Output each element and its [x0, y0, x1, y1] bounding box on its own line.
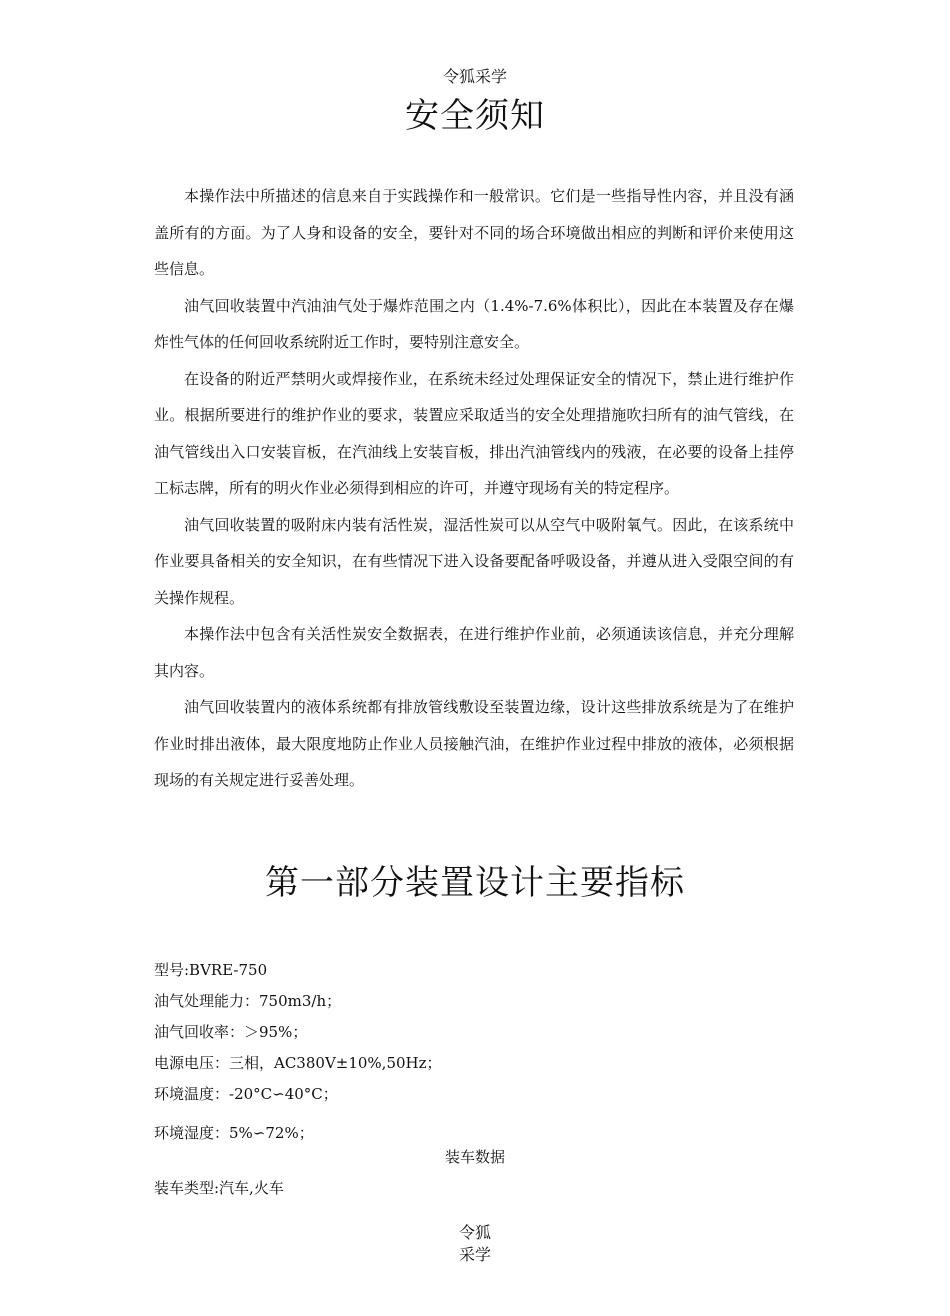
loading-data-heading: 装车数据: [444, 1148, 505, 1166]
footer-line: 采学: [458, 1245, 491, 1264]
paragraph: 油气回收装置中汽油油气处于爆炸范围之内（1.4%-7.6%体积比），因此在本装置及存在爆炸性气体的任何回收系统附近工作时，要特别注意安全。: [154, 296, 794, 351]
paragraph: 在设备的附近严禁明火或焊接作业，在系统未经过处理保证安全的情况下，禁止进行维护作业。根据所要进行的维护作业的要求，装置应采取适当的安全处理措施吹扫所有的油气管线，在油气管线出入口安装盲板，在汽油线上安装盲板，排出汽油管线内的残液，在必要的设备上挂停工标志牌，所有的明火作业必须得到相应的许可，并遵守现场有关的特定程序。: [154, 369, 794, 497]
spec-recovery-rate: 油气回收率：＞95%；: [154, 1023, 308, 1041]
section-title: 第一部分装置设计主要指标: [265, 863, 685, 903]
page-footer: [0, 1222, 950, 1266]
loading-type: 装车类型:汽车,火车: [154, 1179, 284, 1197]
page-title: 安全须知: [405, 96, 545, 136]
footer-line: 令狐: [458, 1223, 491, 1242]
paragraph: 本操作法中包含有关活性炭安全数据表，在进行维护作业前，必须通读该信息，并充分理解其内容。: [154, 625, 794, 680]
paragraph: 油气回收装置的吸附床内装有活性炭，湿活性炭可以从空气中吸附氧气。因此，在该系统中作业要具备相关的安全知识，在有些情况下进入设备要配备呼吸设备，并遵从进入受限空间的有关操作规程。: [154, 515, 794, 607]
spec-power-supply: 电源电压：三相，AC380V±10%,50Hz；: [154, 1054, 442, 1072]
spec-ambient-temperature: 环境温度：-20°C∽40°C；: [154, 1085, 338, 1103]
spec-list: [154, 955, 794, 1149]
page-header: 令狐采学: [442, 67, 507, 86]
spec-model: 型号:BVRE-750: [154, 961, 268, 979]
spec-ambient-humidity: 环境湿度：5%∽72%；: [154, 1124, 314, 1142]
safety-notice-body: [154, 178, 794, 799]
spec-capacity: 油气处理能力：750m3/h；: [154, 992, 342, 1010]
paragraph: 本操作法中所描述的信息来自于实践操作和一般常识。它们是一些指导性内容，并且没有涵盖所有的方面。为了人身和设备的安全，要针对不同的场合环境做出相应的判断和评价来使用这些信息。: [154, 187, 794, 278]
paragraph: 油气回收装置内的液体系统都有排放管线敷设至装置边缘，设计这些排放系统是为了在维护作业时排出液体，最大限度地防止作业人员接触汽油，在维护作业过程中排放的液体，必须根据现场的有关规定进行妥善处理。: [154, 698, 794, 789]
